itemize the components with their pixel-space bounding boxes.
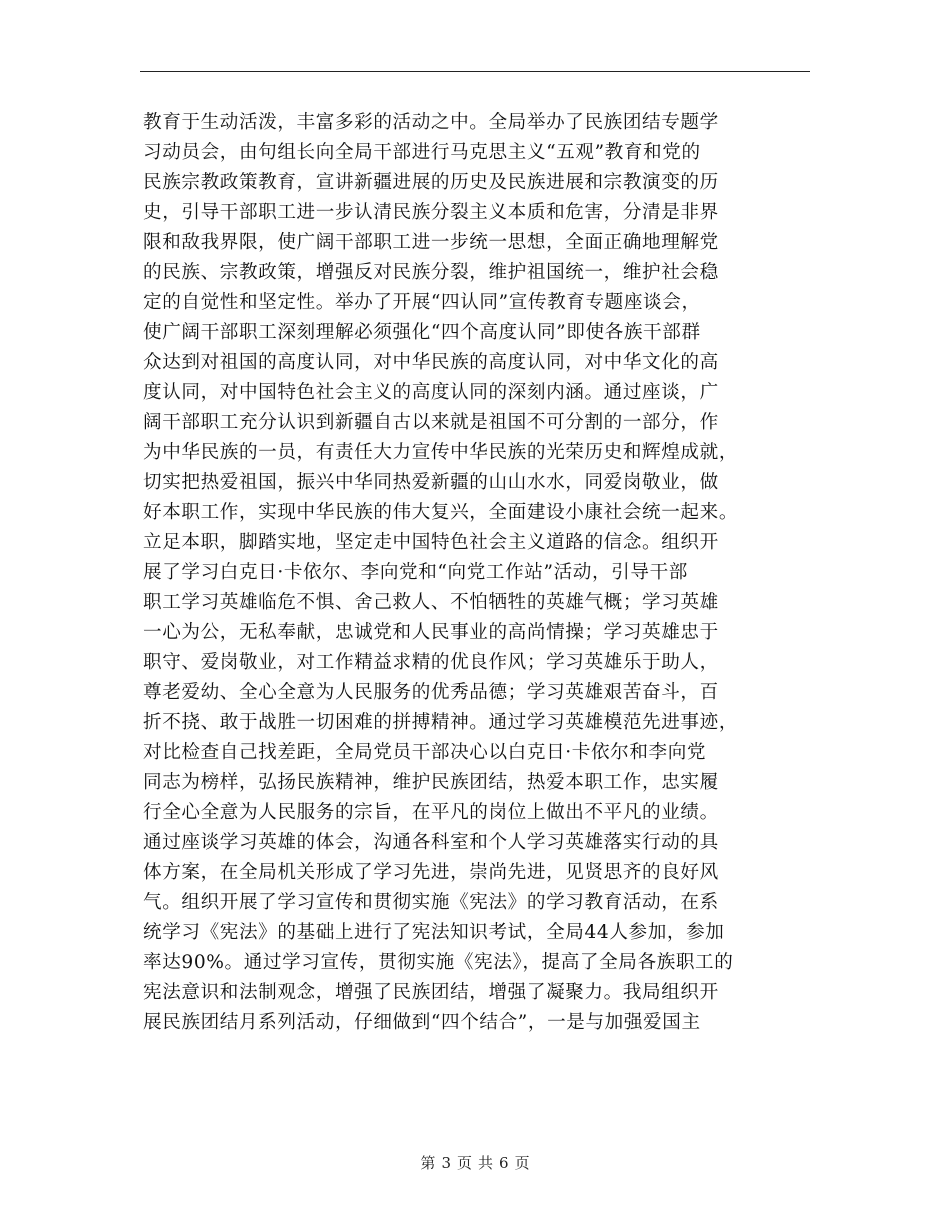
text-line: 展民族团结月系列活动，仔细做到“四个结合”，一是与加强爱国主 bbox=[143, 1012, 701, 1033]
text-line: 众达到对祖国的高度认同，对中华民族的高度认同，对中华文化的高 bbox=[143, 352, 719, 373]
text-line: 一心为公，无私奉献，忠诚党和人民事业的高尚情操；学习英雄忠于 bbox=[143, 622, 719, 643]
text-line: 对比检查自己找差距，全局党员干部决心以白克日·卡依尔和李向党 bbox=[143, 742, 707, 763]
text-line: 的民族、宗教政策，增强反对民族分裂，维护祖国统一，维护社会稳 bbox=[143, 262, 719, 283]
header-rule bbox=[140, 71, 810, 72]
text-line: 史，引导干部职工进一步认清民族分裂主义本质和危害，分清是非界 bbox=[143, 202, 719, 223]
body-text bbox=[143, 108, 808, 1038]
text-line: 教育于生动活泼，丰富多彩的活动之中。全局举办了民族团结专题学 bbox=[143, 112, 719, 133]
text-line: 为中华民族的一员，有责任大力宣传中华民族的光荣历史和辉煌成就， bbox=[143, 442, 739, 463]
text-line: 限和敌我界限，使广阔干部职工进一步统一思想，全面正确地理解党 bbox=[143, 232, 719, 253]
text-line: 宪法意识和法制观念，增强了民族团结，增强了凝聚力。我局组织开 bbox=[143, 982, 719, 1003]
text-line: 职工学习英雄临危不惧、舍己救人、不怕牺牲的英雄气概；学习英雄 bbox=[143, 592, 719, 613]
text-line: 立足本职，脚踏实地，坚定走中国特色社会主义道路的信念。组织开 bbox=[143, 532, 719, 553]
text-line: 折不挠、敢于战胜一切困难的拼搏精神。通过学习英雄模范先进事迹， bbox=[143, 712, 739, 733]
page-footer bbox=[0, 1152, 950, 1173]
footer-label-page-unit: 页 bbox=[456, 1154, 472, 1172]
text-line: 行全心全意为人民服务的宗旨，在平凡的岗位上做出不平凡的业绩。 bbox=[143, 802, 719, 823]
footer-current-page: 3 bbox=[441, 1154, 451, 1172]
footer-label-page: 第 bbox=[420, 1154, 436, 1172]
footer-label-total: 共 bbox=[478, 1154, 494, 1172]
text-line: 民族宗教政策教育，宣讲新疆进展的历史及民族进展和宗教演变的历 bbox=[143, 172, 719, 193]
text-line: 好本职工作，实现中华民族的伟大复兴，全面建设小康社会统一起来。 bbox=[143, 502, 739, 523]
text-line: 习动员会，由句组长向全局干部进行马克思主义“五观”教育和党的 bbox=[143, 142, 701, 163]
text-line: 通过座谈学习英雄的体会，沟通各科室和个人学习英雄落实行动的具 bbox=[143, 832, 719, 853]
text-line: 度认同，对中国特色社会主义的高度认同的深刻内涵。通过座谈，广 bbox=[143, 382, 719, 403]
text-line: 展了学习白克日·卡依尔、李向党和“向党工作站”活动，引导干部 bbox=[143, 562, 688, 583]
text-line: 阔干部职工充分认识到新疆自古以来就是祖国不可分割的一部分，作 bbox=[143, 412, 719, 433]
text-line: 职守、爱岗敬业，对工作精益求精的优良作风；学习英雄乐于助人， bbox=[143, 652, 719, 673]
text-line: 定的自觉性和坚定性。举办了开展“四认同”宣传教育专题座谈会， bbox=[143, 292, 701, 313]
footer-total-pages: 6 bbox=[499, 1154, 509, 1172]
text-line: 气。组织开展了学习宣传和贯彻实施《宪法》的学习教育活动，在系 bbox=[143, 892, 719, 913]
text-line: 尊老爱幼、全心全意为人民服务的优秀品德；学习英雄艰苦奋斗，百 bbox=[143, 682, 719, 703]
text-line: 体方案，在全局机关形成了学习先进，崇尚先进，见贤思齐的良好风 bbox=[143, 862, 719, 883]
text-line: 同志为榜样，弘扬民族精神，维护民族团结，热爱本职工作，忠实履 bbox=[143, 772, 719, 793]
text-line: 统学习《宪法》的基础上进行了宪法知识考试，全局44人参加，参加 bbox=[143, 922, 725, 943]
footer-label-total-unit: 页 bbox=[514, 1154, 530, 1172]
text-line: 率达90%。通过学习宣传，贯彻实施《宪法》，提高了全局各族职工的 bbox=[143, 952, 734, 973]
text-line: 使广阔干部职工深刻理解必须强化“四个高度认同”即使各族干部群 bbox=[143, 322, 701, 343]
text-line: 切实把热爱祖国，振兴中华同热爱新疆的山山水水，同爱岗敬业，做 bbox=[143, 472, 719, 493]
